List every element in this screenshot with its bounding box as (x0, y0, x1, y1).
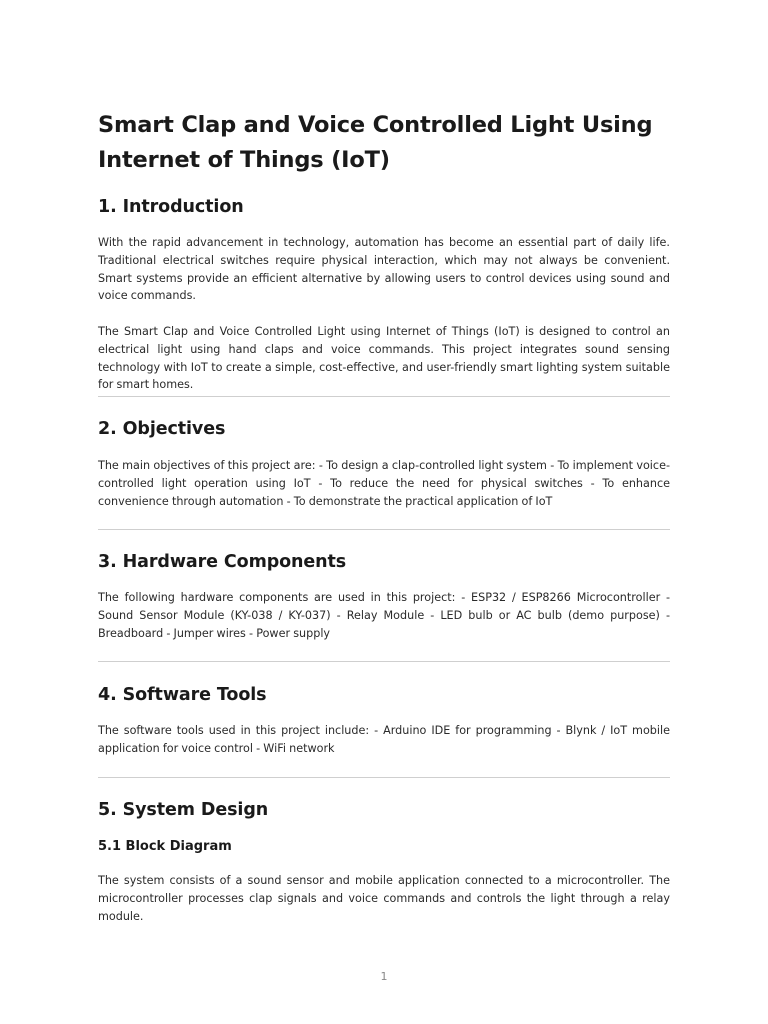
section-divider (98, 396, 670, 397)
objectives-paragraph: The main objectives of this project are: - To design a clap-controlled light system - To implement voice-controlled light operation using IoT - To reduce the need for physical switches - To enhance convenience through automation - To demonstrate the practical application of IoT (98, 459, 670, 508)
introduction-paragraph-1: With the rapid advancement in technology, automation has become an essential part of daily life. Traditional electrical switches require physical interaction, which may not always be convenient. Smart systems provide an efficient alternative by allowing users to control devices using sound and voice commands. (98, 236, 670, 303)
section-heading-hardware-components: 3. Hardware Components (98, 552, 347, 572)
section-divider (98, 777, 670, 778)
page-number: 1 (380, 970, 388, 983)
subsection-heading-block-diagram: 5.1 Block Diagram (98, 839, 232, 854)
section-heading-system-design: 5. System Design (98, 800, 269, 820)
hardware-components-paragraph: The following hardware components are used in this project: - ESP32 / ESP8266 Microcontroller - Sound Sensor Module (KY-038 / KY-037) - Relay Module - LED bulb or AC bulb (demo purpose) - Breadboard - Jumper wires - Power supply (98, 591, 670, 640)
section-heading-introduction: 1. Introduction (98, 197, 244, 217)
introduction-paragraph-2: The Smart Clap and Voice Controlled Light using Internet of Things (IoT) is designed to control an electrical light using hand claps and voice commands. This project integrates sound sensing technology with IoT to create a simple, cost-effective, and user-friendly smart lighting system suitable for smart homes. (98, 325, 670, 392)
section-heading-software-tools: 4. Software Tools (98, 685, 267, 705)
software-tools-paragraph: The software tools used in this project include: - Arduino IDE for programming - Blynk / IoT mobile application for voice control - WiFi network (98, 724, 670, 755)
section-heading-objectives: 2. Objectives (98, 419, 226, 439)
section-divider (98, 529, 670, 530)
document-title: Smart Clap and Voice Controlled Light Using Internet of Things (IoT) (98, 112, 653, 173)
system-design-paragraph: The system consists of a sound sensor and mobile application connected to a microcontroller. The microcontroller processes clap signals and voice commands and controls the light through a relay module. (98, 874, 670, 923)
section-divider (98, 661, 670, 662)
